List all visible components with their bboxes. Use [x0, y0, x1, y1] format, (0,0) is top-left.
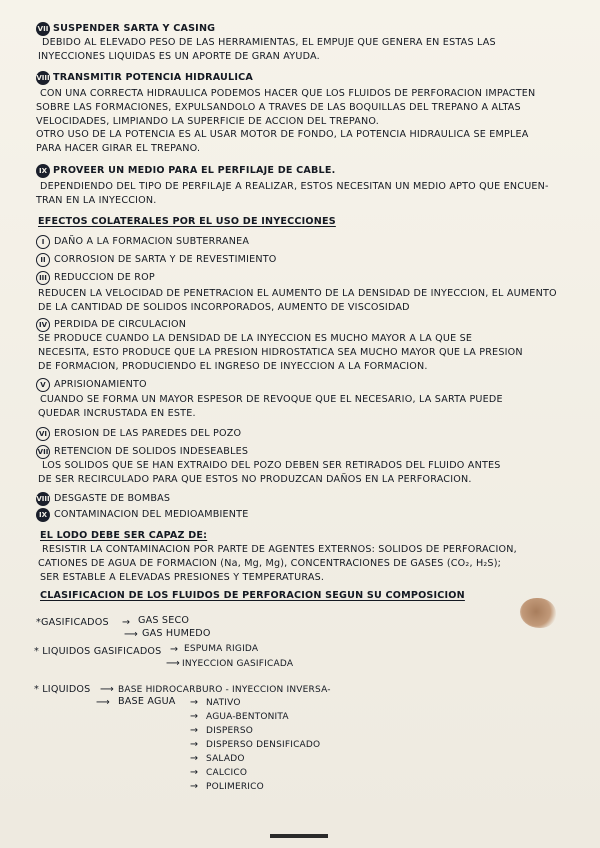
paragraph-line: SER ESTABLE A ELEVADAS PRESIONES Y TEMPERATURAS.	[40, 572, 325, 583]
subcategory-item: GAS HUMEDO	[142, 628, 211, 639]
category-label: * LIQUIDOS	[34, 684, 91, 695]
subcategory-item: BASE HIDROCARBURO - INYECCION INVERSA-	[118, 685, 331, 695]
subcategory-item: INYECCION GASIFICADA	[182, 659, 294, 669]
category-label: * LIQUIDOS GASIFICADOS	[34, 646, 162, 657]
agua-type-item: AGUA-BENTONITA	[206, 712, 289, 722]
arrow-icon: →	[170, 644, 179, 655]
paragraph-line: OTRO USO DE LA POTENCIA ES AL USAR MOTOR DE FONDO, LA POTENCIA HIDRAULICA SE EMPLEA	[36, 129, 529, 140]
paragraph-line: NECESITA, ESTO PRODUCE QUE LA PRESION HIDROSTATICA SEA MUCHO MAYOR QUE LA PRESION	[38, 347, 523, 358]
section-number-badge: VII	[36, 22, 50, 36]
item-number-badge: VI	[36, 427, 50, 441]
paragraph-line: TRAN EN LA INYECCION.	[36, 195, 157, 206]
paragraph-line: DEBIDO AL ELEVADO PESO DE LAS HERRAMIENTAS, EL EMPUJE QUE GENERA EN ESTAS LAS	[42, 37, 496, 48]
arrow-icon: ⟶	[124, 629, 138, 640]
paragraph-line: QUEDAR INCRUSTADA EN ESTE.	[38, 408, 196, 419]
section-number-badge: VIII	[36, 71, 50, 85]
item-number-badge: VIII	[36, 492, 50, 506]
subcategory-item: BASE AGUA	[118, 696, 176, 707]
item-number-badge: II	[36, 253, 50, 267]
paper-stain	[520, 598, 556, 628]
paragraph-line: SOBRE LAS FORMACIONES, EXPULSANDOLO A TRAVES DE LAS BOQUILLAS DEL TREPANO A ALTAS	[36, 102, 521, 113]
arrow-icon: ⟶	[96, 697, 110, 708]
item-number-badge: IV	[36, 318, 50, 332]
efecto-item: CONTAMINACION DEL MEDIOAMBIENTE	[54, 509, 249, 520]
paragraph-line: REDUCEN LA VELOCIDAD DE PENETRACION EL AUMENTO DE LA DENSIDAD DE INYECCION, EL AUMENTO	[38, 288, 557, 299]
efecto-item: PERDIDA DE CIRCULACION	[54, 319, 187, 330]
paragraph-line: RESISTIR LA CONTAMINACION POR PARTE DE AGENTES EXTERNOS: SOLIDOS DE PERFORACION,	[42, 544, 517, 555]
arrow-icon: →	[190, 739, 199, 750]
subcategory-item: ESPUMA RIGIDA	[184, 644, 259, 654]
paragraph-line: SE PRODUCE CUANDO LA DENSIDAD DE LA INYECCION ES MUCHO MAYOR A LA QUE SE	[38, 333, 473, 344]
efecto-item: REDUCCION DE ROP	[54, 272, 155, 283]
item-number-badge: III	[36, 271, 50, 285]
agua-type-item: DISPERSO	[206, 726, 254, 736]
section-heading-efectos: EFECTOS COLATERALES POR EL USO DE INYECCIONES	[38, 216, 336, 227]
agua-type-item: CALCICO	[206, 768, 248, 778]
efecto-item: EROSION DE LAS PAREDES DEL POZO	[54, 428, 242, 439]
arrow-icon: →	[190, 781, 199, 792]
agua-type-item: NATIVO	[206, 698, 241, 708]
arrow-icon: ⟶	[166, 658, 180, 669]
efecto-item: APRISIONAMIENTO	[54, 379, 147, 390]
paragraph-line: PARA HACER GIRAR EL TREPANO.	[36, 143, 201, 154]
arrow-icon: →	[190, 725, 199, 736]
arrow-icon: →	[190, 767, 199, 778]
paragraph-line: DEPENDIENDO DEL TIPO DE PERFILAJE A REALIZAR, ESTOS NECESITAN UN MEDIO APTO QUE ENCUEN-	[40, 181, 549, 192]
paragraph-line: VELOCIDADES, LIMPIANDO LA SUPERFICIE DE ACCION DEL TREPANO.	[36, 116, 379, 127]
arrow-icon: →	[190, 697, 199, 708]
section-heading-clasificacion: CLASIFICACION DE LOS FLUIDOS DE PERFORACION SEGUN SU COMPOSICION	[40, 590, 465, 601]
item-number-badge: I	[36, 235, 50, 249]
item-number-badge: IX	[36, 508, 50, 522]
paragraph-line: DE FORMACION, PRODUCIENDO EL INGRESO DE INYECCION A LA FORMACION.	[38, 361, 428, 372]
agua-type-item: DISPERSO DENSIFICADO	[206, 740, 321, 750]
paragraph-line: INYECCIONES LIQUIDAS ES UN APORTE DE GRAN AYUDA.	[38, 51, 320, 62]
arrow-icon: →	[190, 753, 199, 764]
item-number-badge: V	[36, 378, 50, 392]
efecto-item: DAÑO A LA FORMACION SUBTERRANEA	[54, 236, 250, 247]
section-number-badge: IX	[36, 164, 50, 178]
arrow-icon: ⟶	[100, 684, 114, 695]
paragraph-line: CON UNA CORRECTA HIDRAULICA PODEMOS HACER QUE LOS FLUIDOS DE PERFORACION IMPACTEN	[40, 88, 536, 99]
arrow-icon: →	[122, 617, 131, 628]
agua-type-item: SALADO	[206, 754, 245, 764]
paragraph-line: DE LA CANTIDAD DE SOLIDOS INCORPORADOS, AUMENTO DE VISCOSIDAD	[38, 302, 410, 313]
paragraph-line: CATIONES DE AGUA DE FORMACION (Na, Mg, Mg), CONCENTRACIONES DE GASES (CO₂, H₂S);	[38, 558, 502, 569]
subcategory-item: GAS SECO	[138, 615, 190, 626]
agua-type-item: POLIMERICO	[206, 782, 264, 792]
paragraph-line: LOS SOLIDOS QUE SE HAN EXTRAIDO DEL POZO DEBEN SER RETIRADOS DEL FLUIDO ANTES	[42, 460, 501, 471]
section-title-potencia: TRANSMITIR POTENCIA HIDRAULICA	[53, 72, 253, 83]
category-label: *GASIFICADOS	[36, 617, 109, 628]
efecto-item: RETENCION DE SOLIDOS INDESEABLES	[54, 446, 249, 457]
paragraph-line: DE SER RECIRCULADO PARA QUE ESTOS NO PRODUZCAN DAÑOS EN LA PERFORACION.	[38, 474, 472, 485]
paper-edge-mark	[270, 834, 328, 838]
efecto-item: CORROSION DE SARTA Y DE REVESTIMIENTO	[54, 254, 277, 265]
item-number-badge: VII	[36, 445, 50, 459]
paragraph-line: CUANDO SE FORMA UN MAYOR ESPESOR DE REVOQUE QUE EL NECESARIO, LA SARTA PUEDE	[40, 394, 503, 405]
section-title-suspender: SUSPENDER SARTA Y CASING	[53, 23, 216, 34]
arrow-icon: →	[190, 711, 199, 722]
section-title-perfilaje: PROVEER UN MEDIO PARA EL PERFILAJE DE CABLE.	[53, 165, 336, 176]
efecto-item: DESGASTE DE BOMBAS	[54, 493, 171, 504]
section-heading-lodo: EL LODO DEBE SER CAPAZ DE:	[40, 530, 208, 541]
